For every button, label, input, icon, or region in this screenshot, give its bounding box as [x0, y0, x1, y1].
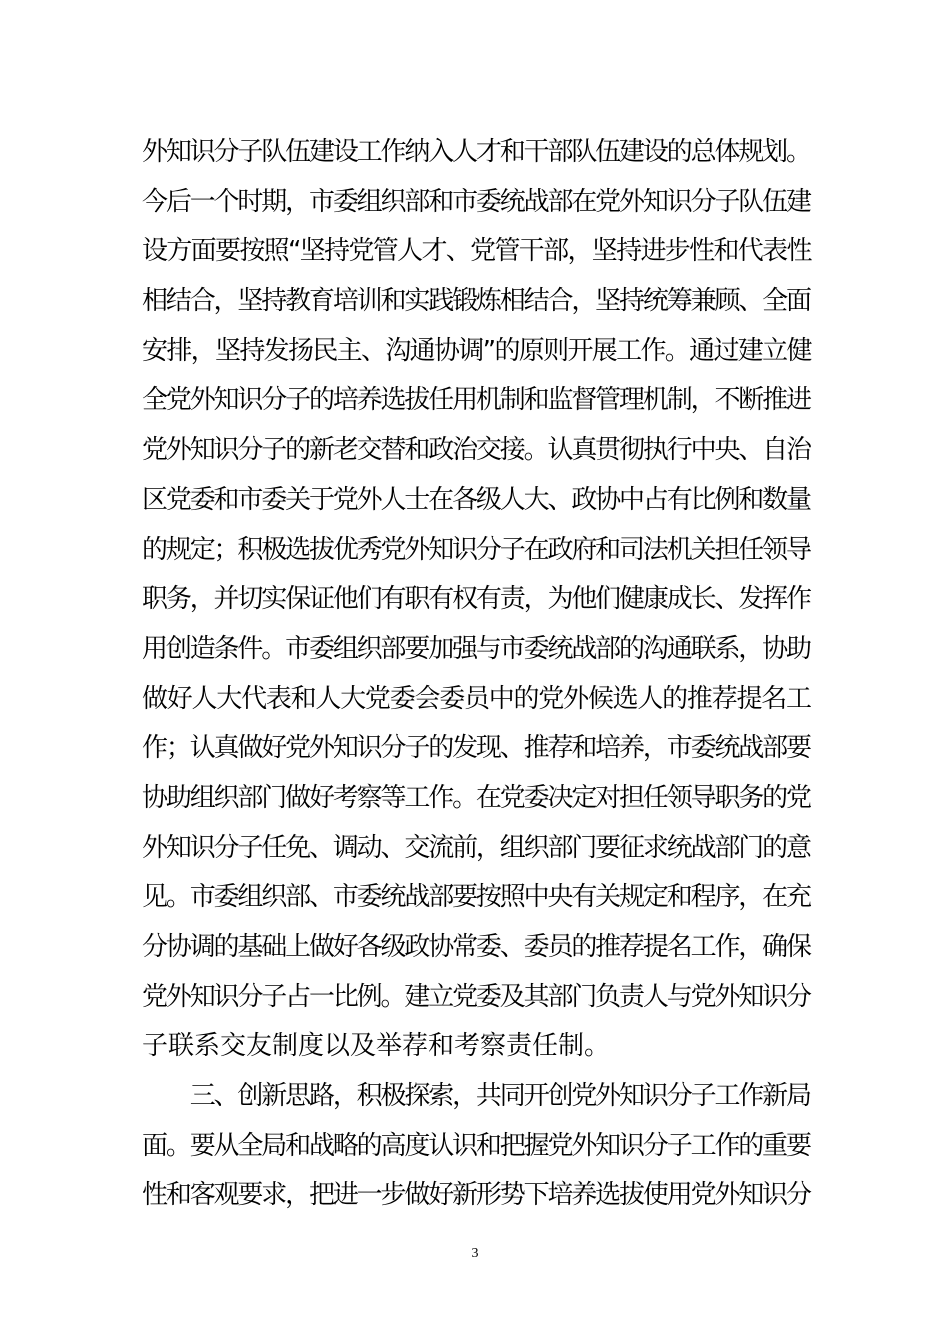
text-line: 党外知识分子的新老交替和政治交接。认真贯彻执行中央、自治 [142, 435, 810, 466]
text-line: 安排，坚持发扬民主、沟通协调”的原则开展工作。通过建立健 [142, 335, 811, 366]
text-line: 分协调的基础上做好各级政协常委、委员的推荐提名工作，确保 [142, 932, 810, 962]
text-line: 外知识分子任免、调动、交流前，组织部门要征求统战部门的意 [142, 832, 810, 863]
text-line: 性和客观要求，把进一步做好新形势下培养选拔使用党外知识分 [142, 1180, 810, 1211]
text-line: 见。市委组织部、市委统战部要按照中央有关规定和程序，在充 [142, 882, 810, 913]
text-line: 面。要从全局和战略的高度认识和把握党外知识分子工作的重要 [142, 1130, 810, 1161]
text-line: 用创造条件。市委组织部要加强与市委统战部的沟通联系，协助 [142, 633, 810, 664]
text-line: 外知识分子队伍建设工作纳入人才和干部队伍建设的总体规划。 [142, 137, 810, 167]
text-line: 作；认真做好党外知识分子的发现、推荐和培养，市委统战部要 [142, 733, 810, 764]
page-number: 3 [471, 1246, 479, 1261]
text-line: 做好人大代表和人大党委会委员中的党外候选人的推荐提名工 [142, 683, 811, 714]
text-line: 区党委和市委关于党外人士在各级人大、政协中占有比例和数量 [142, 484, 810, 515]
text-line: 协助组织部门做好考察等工作。在党委决定对担任领导职务的党 [142, 782, 810, 813]
text-line: 子联系交友制度以及举荐和考察责任制。 [142, 1031, 611, 1062]
text-line: 的规定；积极选拔优秀党外知识分子在政府和司法机关担任领导 [142, 534, 810, 565]
text-line: 党外知识分子占一比例。建立党委及其部门负责人与党外知识分 [142, 981, 810, 1012]
body-text [142, 128, 812, 1221]
text-line: 全党外知识分子的培养选拔任用机制和监督管理机制，不断推进 [142, 385, 810, 416]
text-line: 三、创新思路，积极探索，共同开创党外知识分子工作新局 [142, 1081, 810, 1112]
text-line: 职务，并切实保证他们有职有权有责，为他们健康成长、发挥作 [142, 584, 810, 615]
text-line: 今后一个时期，市委组织部和市委统战部在党外知识分子队伍建 [142, 186, 810, 217]
text-line: 设方面要按照“坚持党管人才、党管干部，坚持进步性和代表性 [142, 236, 811, 267]
text-line: 相结合，坚持教育培训和实践锻炼相结合，坚持统筹兼顾、全面 [142, 286, 810, 317]
